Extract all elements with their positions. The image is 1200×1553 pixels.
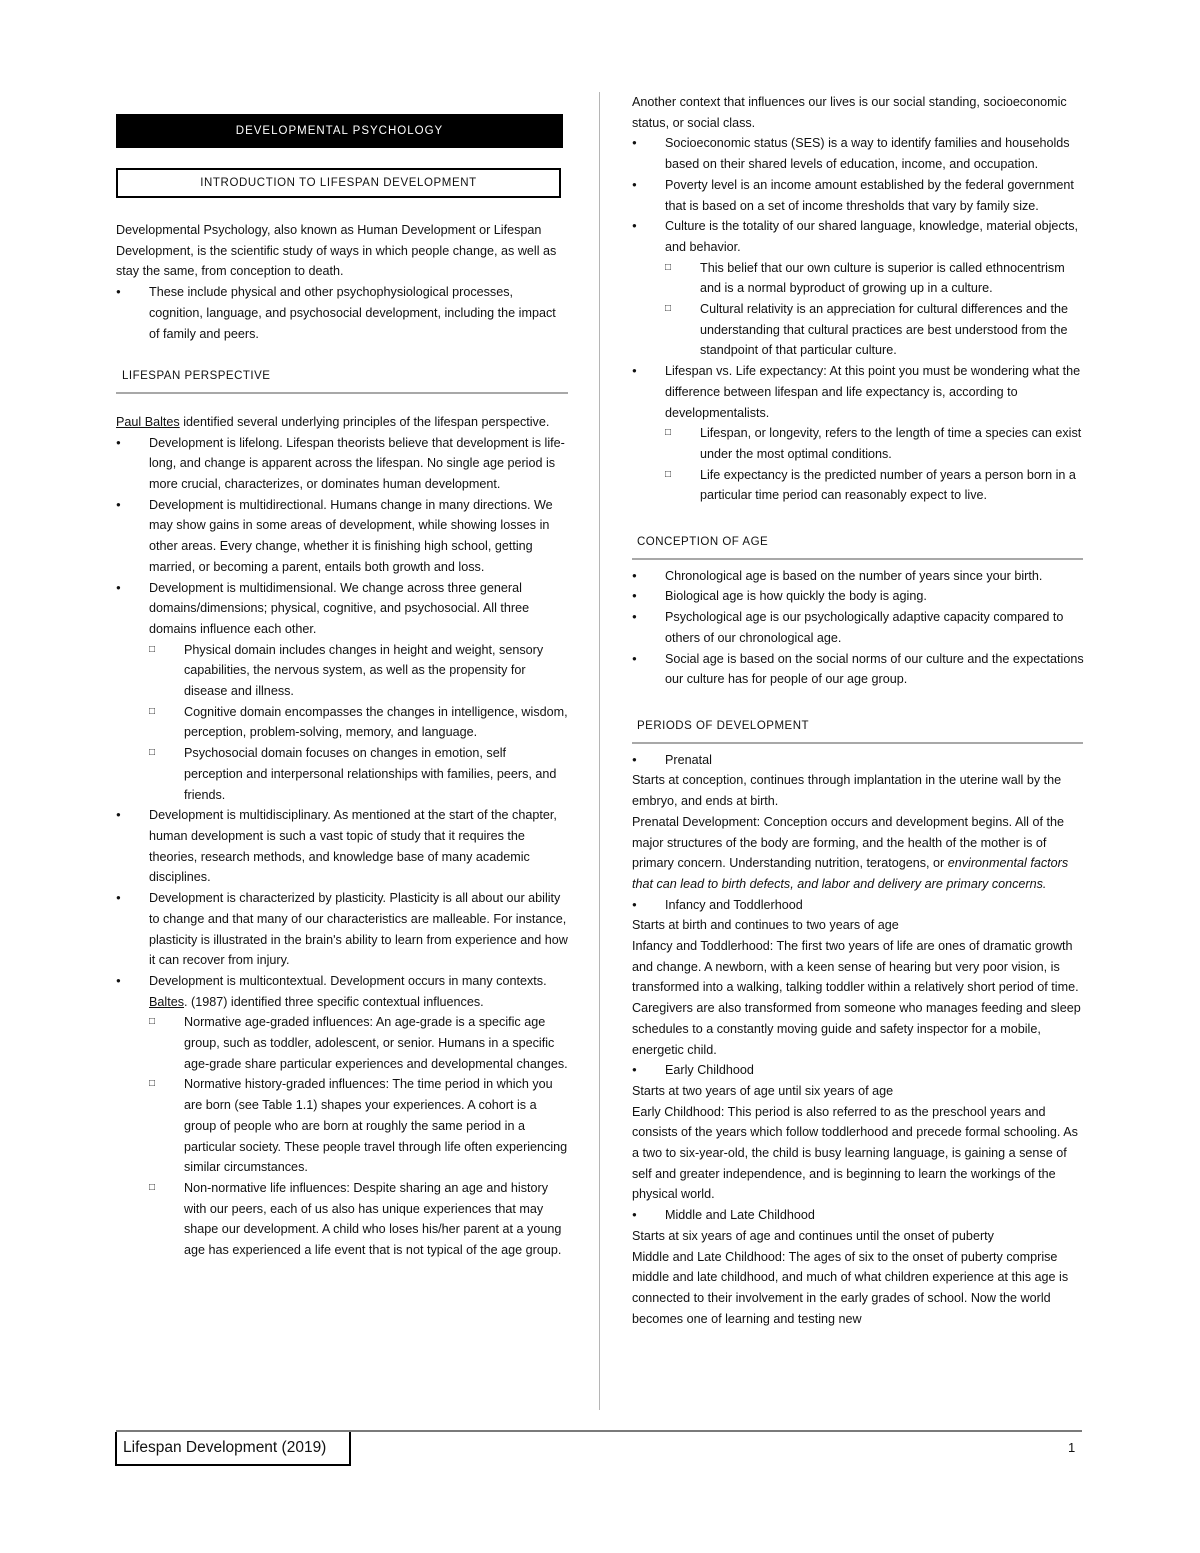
longevity-item: □ Lifespan, or longevity, refers to the length of time a species can exist under the most optimal conditions. — [665, 423, 1084, 464]
right-column — [632, 92, 1084, 1329]
intro-bullet: ● These include physical and other psychophysiological processes, cognition, language, and psychosocial development, including the impact of family and peers. — [116, 282, 568, 344]
domain-physical: □ Physical domain includes changes in height and weight, sensory capabilities, the nervous system, as well as the propensity for disease and illness. — [149, 640, 568, 702]
social-age-item: ● Social age is based on the social norms of our culture and the expectations our culture has for people of our age group. — [632, 649, 1084, 690]
infancy-range: Starts at birth and continues to two years of age — [632, 918, 899, 933]
prenatal-title: ● Prenatal — [632, 750, 1084, 771]
prenatal-description — [632, 812, 1084, 895]
multicontextual-text-b: . (1987) identified three specific contextual influences. — [184, 994, 484, 1009]
principle-multidisciplinary: ● Development is multidisciplinary. As mentioned at the start of the chapter, human development is such a vast topic of study that it requires the theories, research methods, and knowledge base of many academic disciplines. — [116, 805, 568, 888]
ethnocentrism-item: □ This belief that our own culture is superior is called ethnocentrism and is a normal byproduct of growing up in a culture. — [665, 258, 1084, 299]
prenatal-desc-text: Prenatal Development: Conception occurs and development begins. All of the major structures of the body are forming, and the health of the mother is of primary concern. Understanding nutrition, teratogens, or — [632, 814, 1064, 871]
middle-childhood-title-list — [632, 1205, 1084, 1226]
conception-of-age-heading: CONCEPTION OF AGE — [632, 532, 1083, 560]
lifespan-lead-text: identified several underlying principles of the lifespan perspective. — [179, 414, 550, 429]
prenatal-desc-italic: environmental factors that can lead to birth defects, and labor and delivery are primary concerns. — [632, 856, 1069, 891]
intro-section — [116, 220, 568, 344]
early-childhood-description: Early Childhood: This period is also referred to as the preschool years and consists of the years which follow toddlerhood and precede formal schooling. As a two to six-year-old, the child is busy learning language, is gaining a sense of self and greater independence, and is beginning to learn the workings of the physical world. — [632, 1104, 1078, 1202]
early-childhood-title-list — [632, 1060, 1084, 1081]
periods-of-development-heading: PERIODS OF DEVELOPMENT — [632, 716, 1083, 744]
prenatal-title-list — [632, 750, 1084, 771]
biological-age-item: ● Biological age is how quickly the body is aging. — [632, 586, 1084, 607]
infancy-description: Infancy and Toddlerhood: The first two years of life are ones of dramatic growth and change. A newborn, with a keen sense of hearing but very poor vision, is transformed into a walking, talking toddler within a relatively short period of time. Caregivers are also transformed from someone who manages feeding and sleep schedules to a constantly moving guide and safety inspector for a mobile, energetic child. — [632, 939, 1081, 1057]
influences-list — [116, 1012, 568, 1260]
culture-item: ● Culture is the totality of our shared language, knowledge, material objects, and behavior. — [632, 216, 1084, 257]
domain-cognitive: □ Cognitive domain encompasses the changes in intelligence, wisdom, perception, problem-solving, memory, and language. — [149, 702, 568, 743]
document-title: DEVELOPMENTAL PSYCHOLOGY — [116, 114, 563, 148]
social-context-paragraph: Another context that influences our lives is our social standing, socioeconomic status, or social class. — [632, 95, 1067, 130]
intro-bullet-list — [116, 282, 568, 344]
middle-childhood-title: ● Middle and Late Childhood — [632, 1205, 1084, 1226]
poverty-item: ● Poverty level is an income amount established by the federal government that is based on a set of income thresholds that vary by family size. — [632, 175, 1084, 216]
infancy-title: ● Infancy and Toddlerhood — [632, 895, 1084, 916]
intro-paragraph: Developmental Psychology, also known as Human Development or Lifespan Development, is the scientific study of ways in which people change, as well as stay the same, from conception to death. — [116, 223, 557, 279]
footer-label: Lifespan Development (2019) — [115, 1432, 351, 1466]
culture-sublist — [632, 258, 1084, 362]
middle-childhood-description: Middle and Late Childhood: The ages of six to the onset of puberty comprise middle and late childhood, and much of what children experience at this age is connected to their involvement in the early grades of school. Now the world becomes one of learning and testing new — [632, 1249, 1069, 1326]
prenatal-range: Starts at conception, continues through implantation in the uterine wall by the embryo, and ends at birth. — [632, 773, 1062, 809]
psychological-age-item: ● Psychological age is our psychologically adaptive capacity compared to others of our chronological age. — [632, 607, 1084, 648]
document-subtitle: INTRODUCTION TO LIFESPAN DEVELOPMENT — [116, 168, 561, 198]
multicontextual-text-a: Development is multicontextual. Development occurs in many contexts. — [149, 973, 547, 988]
paul-baltes-name: Paul Baltes — [116, 414, 180, 429]
principle-multicontextual — [116, 971, 568, 1012]
lifespan-vs-item: ● Lifespan vs. Life expectancy: At this point you must be wondering what the difference between lifespan and life expectancy is, according to developmentalists. — [632, 361, 1084, 423]
domains-list — [116, 640, 568, 806]
principle-multidimensional-text: Development is multidimensional. We change across three general domains/dimensions; physical, cognitive, and psychosocial. All three domains influence each other. — [149, 580, 530, 636]
early-childhood-range: Starts at two years of age until six years of age — [632, 1083, 894, 1098]
ses-item: ● Socioeconomic status (SES) is a way to identify families and households based on their shared levels of education, income, and occupation. — [632, 133, 1084, 174]
early-childhood-title: ● Early Childhood — [632, 1060, 1084, 1081]
principles-list-continued — [116, 805, 568, 1012]
infancy-title-list — [632, 895, 1084, 916]
principle-plasticity: ● Development is characterized by plasticity. Plasticity is all about our ability to change and that many of our characteristics are malleable. For instance, plasticity is illustrated in the brain's ability to learn from experience and how it can recover from injury. — [116, 888, 568, 971]
lifespan-expectancy-sublist — [632, 423, 1084, 506]
cultural-relativity-item: □ Cultural relativity is an appreciation for cultural differences and the understanding that cultural practices are best understood from the standpoint of that particular culture. — [665, 299, 1084, 361]
domain-psychosocial: □ Psychosocial domain focuses on changes in emotion, self perception and interpersonal relationships with families, peers, and friends. — [149, 743, 568, 805]
left-column — [116, 114, 568, 1261]
principle-lifelong: ● Development is lifelong. Lifespan theorists believe that development is life-long, and change is apparent across the lifespan. No single age period is more crucial, characterizes, or dominates human development. — [116, 433, 568, 495]
middle-childhood-range: Starts at six years of age and continues until the onset of puberty — [632, 1228, 994, 1243]
column-divider — [599, 92, 600, 1410]
influence-non-normative: □ Non-normative life influences: Despite sharing an age and history with our peers, each of us also has unique experiences that may shape our development. A child who loses his/her parent at a young age has experienced a life event that is not typical of the age group. — [149, 1178, 568, 1261]
influence-history-graded: □ Normative history-graded influences: The time period in which you are born (see Table 1.1) shapes your experiences. A cohort is a group of people who are born at roughly the same period in a particular society. These people travel through life often experiencing similar circumstances. — [149, 1074, 568, 1178]
page-number: 1 — [1068, 1440, 1076, 1455]
principle-multidirectional: ● Development is multidirectional. Humans change in many directions. We may show gains in some areas of development, while showing losses in other areas. Every change, whether it is finishing high school, getting married, or becoming a parent, entails both growth and loss. — [116, 495, 568, 578]
social-context-list — [632, 133, 1084, 257]
lifespan-lead — [116, 412, 568, 433]
lifespan-perspective-heading: LIFESPAN PERSPECTIVE — [116, 366, 568, 394]
lifespan-expectancy-list — [632, 361, 1084, 423]
baltes-name: Baltes — [149, 994, 185, 1009]
conception-list — [632, 566, 1084, 690]
chronological-age-item: ● Chronological age is based on the number of years since your birth. — [632, 566, 1084, 587]
influence-age-graded: □ Normative age-graded influences: An age-grade is a specific age group, such as toddler, adolescent, or senior. Humans in a specific age-grade share particular experiences and developmental changes. — [149, 1012, 568, 1074]
principles-list — [116, 433, 568, 640]
principle-multidimensional — [116, 578, 568, 640]
life-expectancy-item: □ Life expectancy is the predicted number of years a person born in a particular time period can reasonably expect to live. — [665, 465, 1084, 506]
